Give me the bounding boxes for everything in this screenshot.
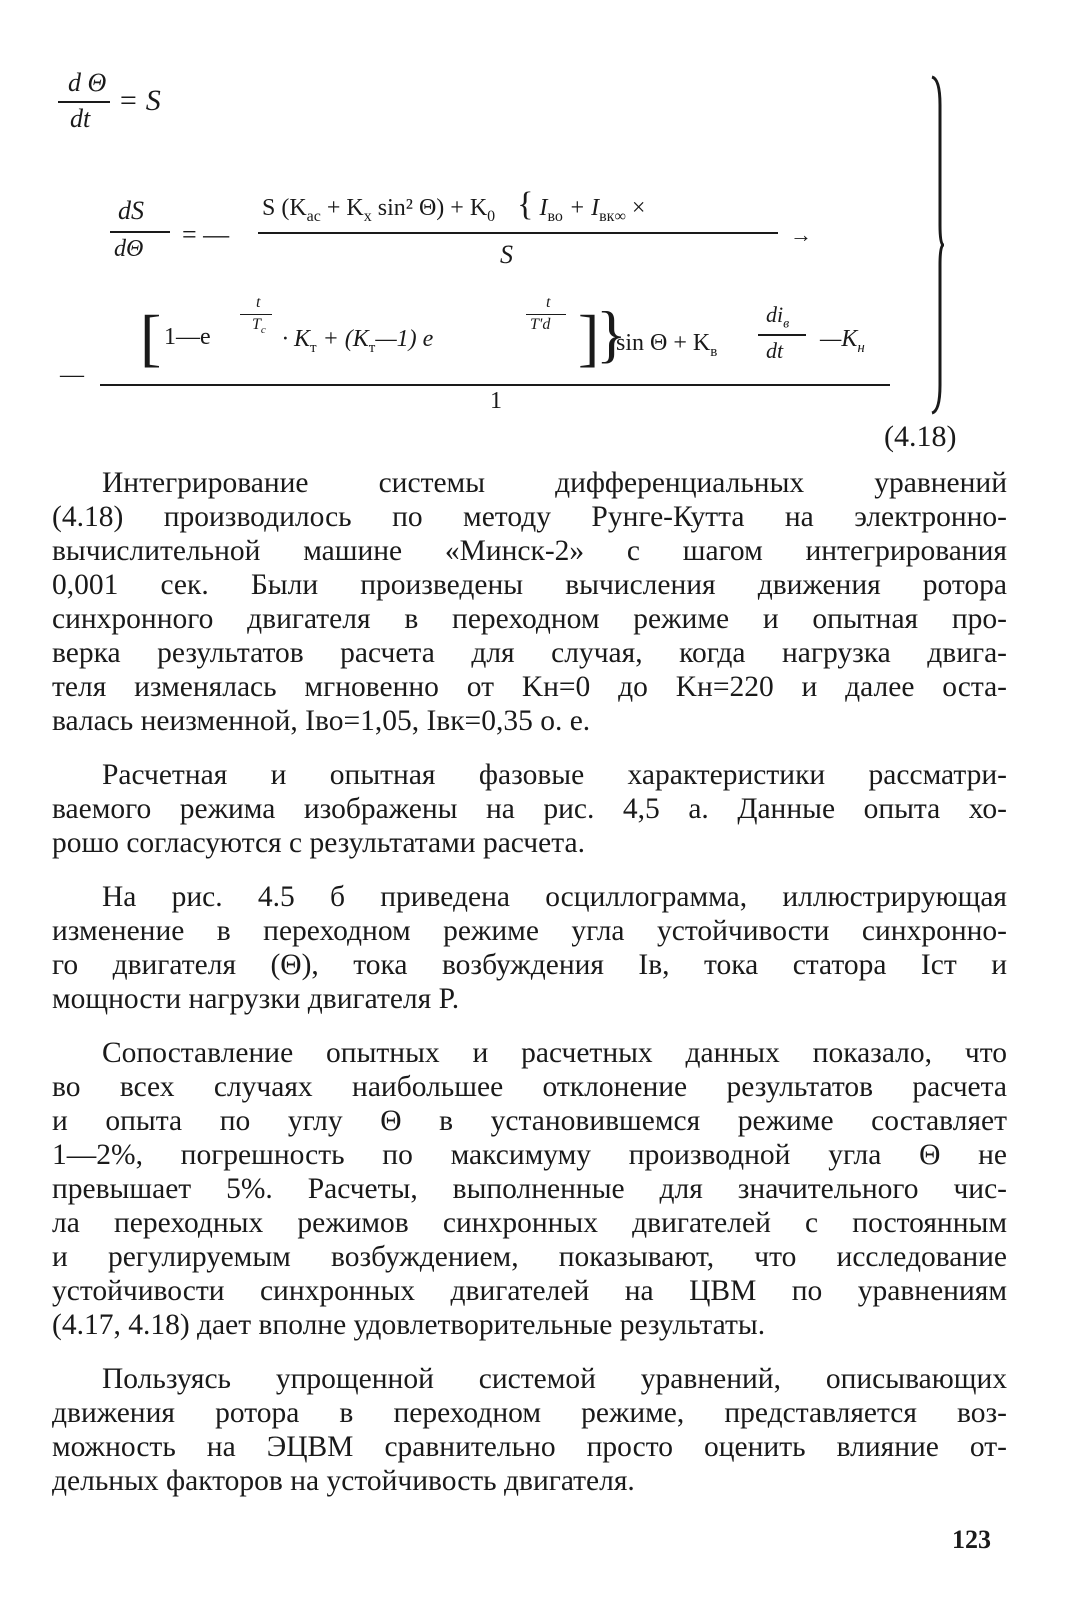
text-line: теля изменялась мгновенно от Kн=0 до Kн=220 и далее оста-	[52, 671, 1007, 703]
eq3-di-num: $di_в$	[766, 302, 790, 332]
eq2-denominator: dΘ	[114, 236, 144, 262]
text-line: верка результатов расчета для случая, когда нагрузка двига-	[52, 637, 1007, 669]
eq3-open-bracket: [	[140, 302, 162, 373]
text-line: и регулируемым возбуждением, показывают, что исследование	[52, 1241, 1007, 1273]
text-line: во всех случаях наибольшее отклонение результатов расчета	[52, 1071, 1007, 1103]
text-line: Расчетная и опытная фазовые характеристики рассматри-	[102, 759, 1007, 791]
paragraph-2	[52, 758, 1007, 860]
text-line: Интегрирование системы дифференциальных уравнений	[102, 467, 1007, 499]
eq2-main-denominator: S	[500, 240, 513, 269]
text-line: мощности нагрузки двигателя P.	[52, 983, 460, 1015]
eq3-kt: · $K_т$ + $(K_т—1)$ e	[282, 326, 434, 356]
eq3-dash: —	[60, 362, 84, 388]
eq3-sin-term: $\sin \Theta + K_в$	[616, 330, 718, 360]
text-line: рошо согласуются с результатами расчета.	[52, 827, 585, 859]
right-brace-icon	[930, 75, 944, 415]
eq3-close-brace: }	[596, 298, 627, 369]
text-line: устойчивости синхронных двигателей на ЦВМ по уравнениям	[52, 1275, 1007, 1307]
text-line: (4.18) производилось по методу Рунге-Кутта на электронно-	[52, 501, 1007, 533]
eq1-rhs: = S	[118, 84, 161, 117]
text-line: дельных факторов на устойчивость двигателя.	[52, 1465, 635, 1497]
text-line: синхронного двигателя в переходном режиме и опытная про-	[52, 603, 1007, 635]
text-line: вычислительной машине «Минск-2» с шагом интегрирования	[52, 535, 1007, 567]
eq3-main-fraction-bar	[100, 384, 890, 386]
eq1-denominator: dt	[70, 104, 91, 133]
text-line: Сопоставление опытных и расчетных данных показало, что	[102, 1037, 1007, 1069]
equation-number: (4.18)	[884, 420, 957, 453]
eq3-denominator: 1	[490, 388, 502, 414]
text-line: Пользуясь упрощенной системой уравнений, описывающих	[102, 1363, 1007, 1395]
eq2-equals: = —	[182, 220, 230, 249]
eq3-exp1-den: $T_c$	[252, 316, 266, 337]
page-number: 123	[952, 1525, 991, 1554]
text-line: можность на ЭЦВМ сравнительно просто оценить влияние от-	[52, 1431, 1007, 1463]
text-line: превышает 5%. Расчеты, выполненные для значительного чис-	[52, 1173, 1007, 1205]
text-line: валась неизменной, Iво=1,05, Iвк=0,35 о. е.	[52, 705, 591, 737]
text-line: и опыта по углу Θ в установившемся режиме составляет	[52, 1105, 1007, 1137]
text-line: На рис. 4.5 б приведена осциллограмма, иллюстрирующая	[102, 881, 1007, 913]
eq3-kn: $—K_н$	[820, 326, 865, 356]
text-line: ла переходных режимов синхронных двигателей с постоянным	[52, 1207, 1007, 1239]
eq3-one-minus-e: 1—e	[164, 324, 211, 350]
eq3-exp1-num: t	[256, 294, 261, 311]
text-line: 0,001 сек. Были произведены вычисления движения ротора	[52, 569, 1007, 601]
text-line: го двигателя (Θ), тока возбуждения Iв, тока статора Iст и	[52, 949, 1007, 981]
eq3-exp2-bar	[526, 314, 566, 315]
text-line: 1—2%, погрешность по максимуму производной угла Θ не	[52, 1139, 1007, 1171]
eq2-main-fraction-bar	[258, 232, 778, 234]
text-line: (4.17, 4.18) дает вполне удовлетворительные результаты.	[52, 1309, 766, 1341]
eq3-di-bar	[758, 334, 806, 336]
text-line: ваемого режима изображены на рис. 4,5 а. Данные опыта хо-	[52, 793, 1007, 825]
text-line: изменение в переходном режиме угла устойчивости синхронно-	[52, 915, 1007, 947]
eq1-numerator: d Θ	[68, 68, 107, 97]
text-line: движения ротора в переходном режиме, представляется воз-	[52, 1397, 1007, 1429]
eq3-close-bracket: ]	[578, 302, 600, 373]
eq3-di-den: dt	[766, 338, 784, 363]
eq1-fraction-bar	[58, 101, 110, 103]
eq3-exp2-den: T'd	[530, 316, 551, 333]
eq3-exp2-num: t	[546, 294, 551, 311]
eq2-numerator: dS	[118, 196, 144, 225]
eq2-fraction-bar	[110, 231, 170, 233]
paragraph-4	[52, 1036, 1007, 1342]
equation-system-4-18	[0, 0, 1066, 460]
eq2-main-numerator: S ($K_{ac} + K_x$ sin² $\Theta) + K_0$ { $I_{во} + I_{вк\infty}$ ×	[262, 186, 646, 225]
body-text	[52, 466, 1007, 1518]
eq3-exp1-bar	[240, 314, 272, 315]
eq2-arrow: →	[790, 222, 812, 247]
paragraph-5	[52, 1362, 1007, 1498]
paragraph-1	[52, 466, 1007, 738]
paragraph-3	[52, 880, 1007, 1016]
